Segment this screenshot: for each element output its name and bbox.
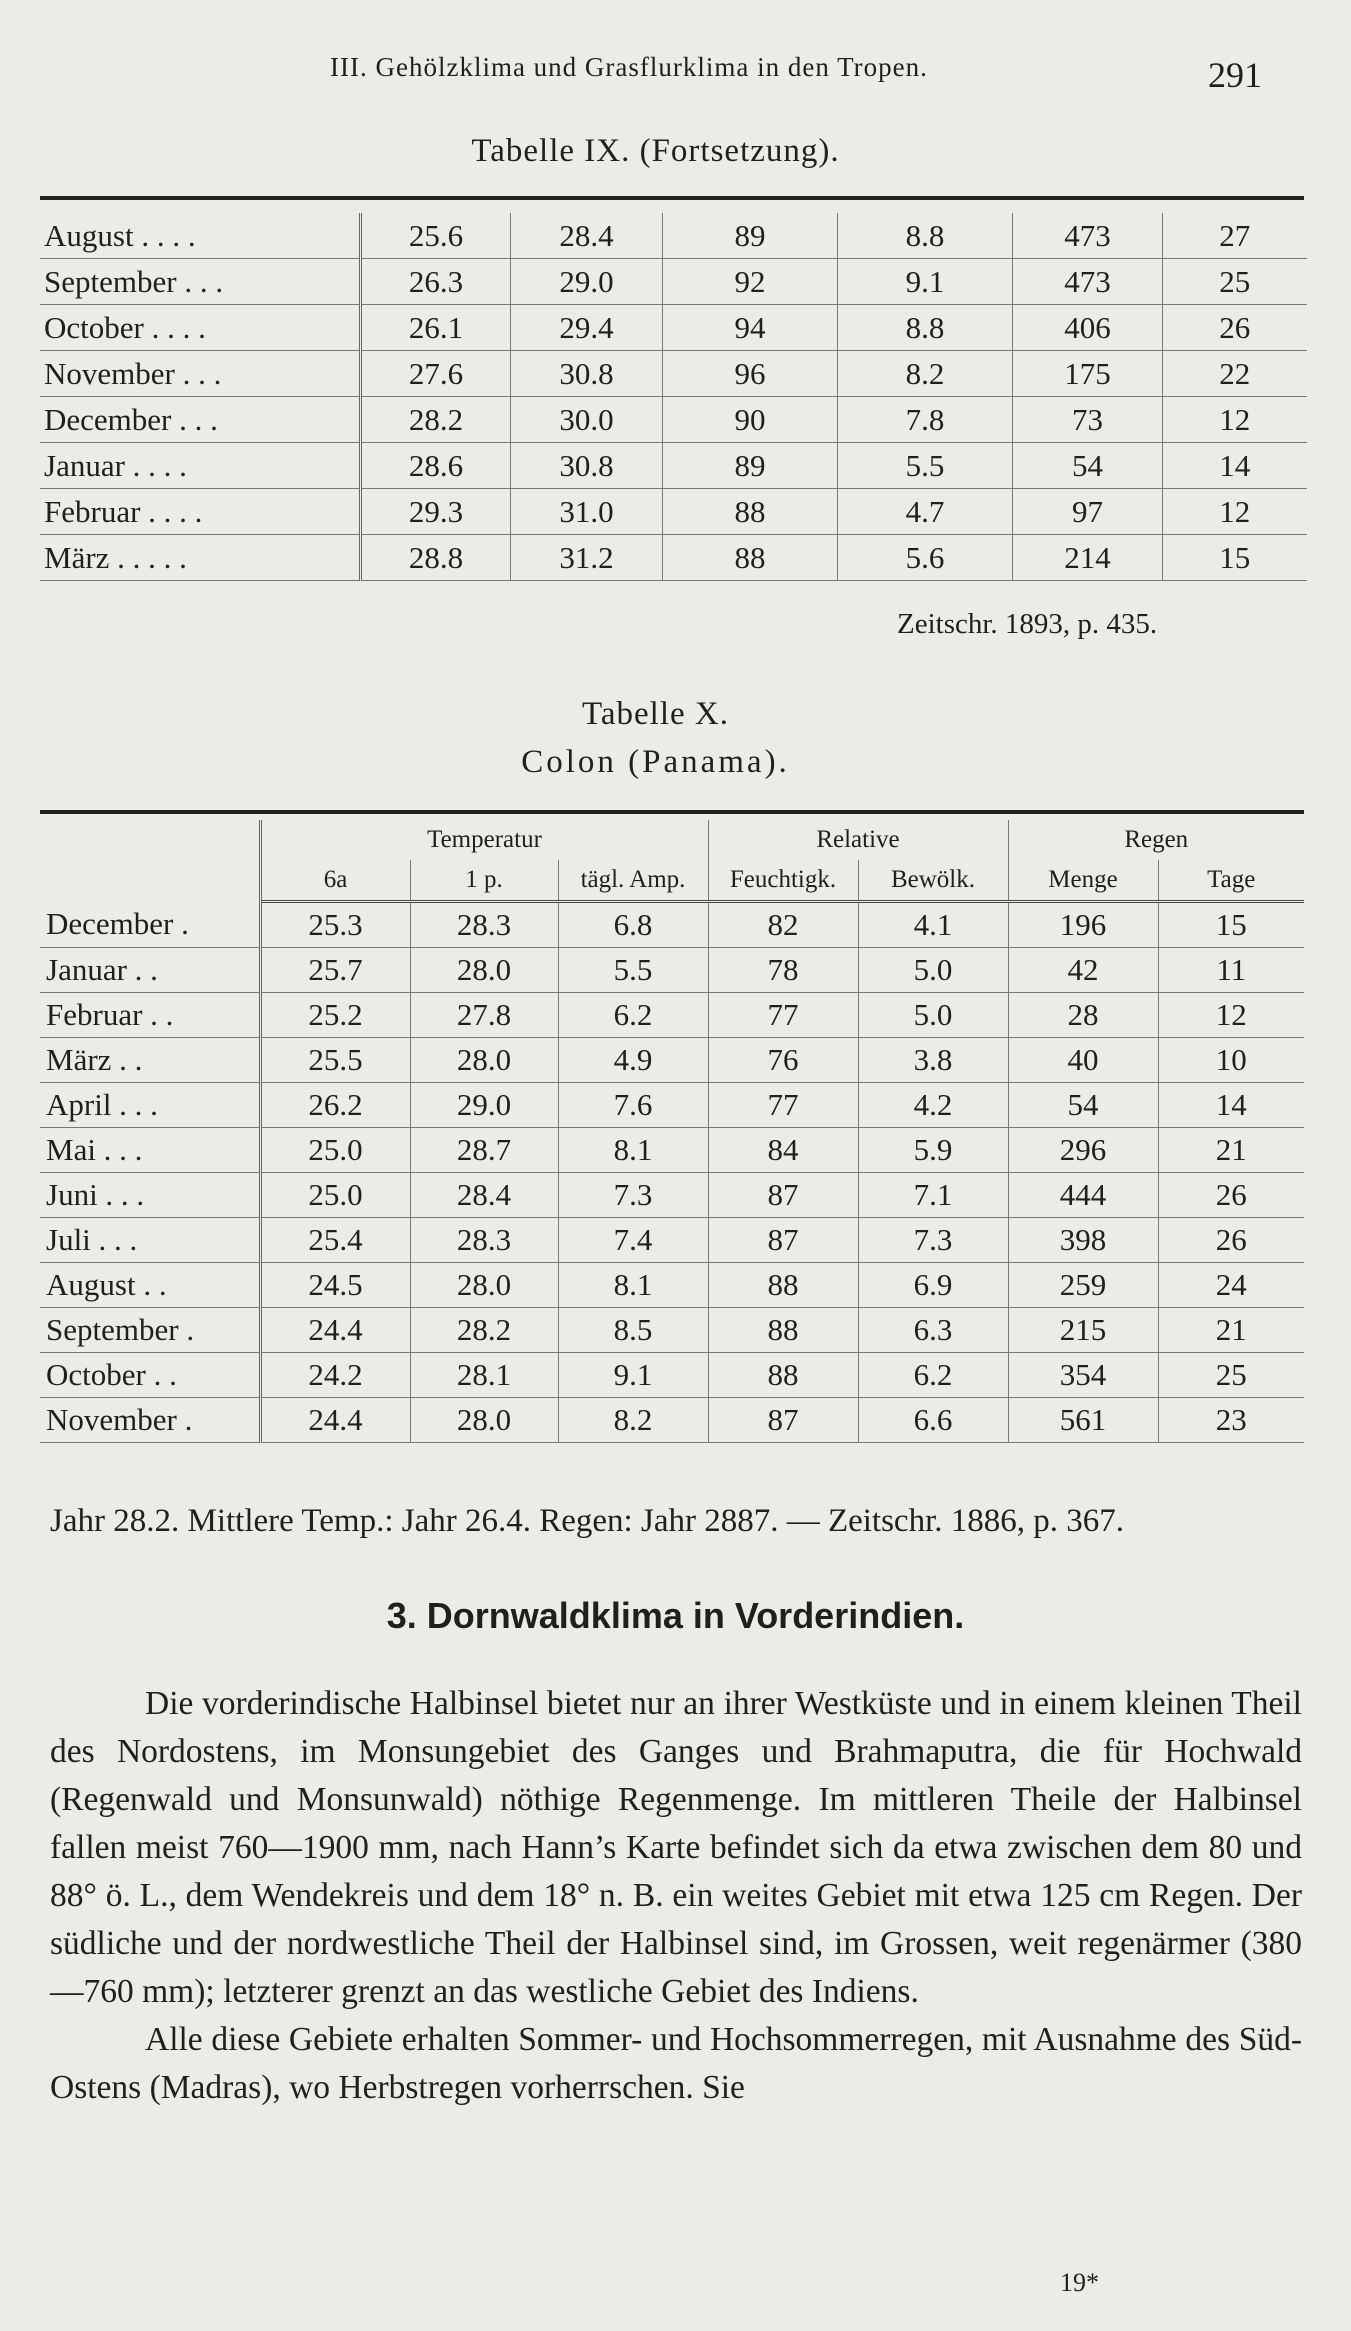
table-cell: 29.3 — [361, 489, 511, 535]
row-label: December . — [40, 902, 260, 948]
table-cell: 8.2 — [838, 351, 1013, 397]
table-cell: 28 — [1008, 993, 1158, 1038]
row-label: November . — [40, 1398, 260, 1443]
table-cell: 42 — [1008, 948, 1158, 993]
table-cell: 8.5 — [558, 1308, 708, 1353]
table-cell: 24.5 — [260, 1263, 410, 1308]
table-cell: 40 — [1008, 1038, 1158, 1083]
table-cell: 444 — [1008, 1173, 1158, 1218]
table-cell: 28.4 — [511, 213, 663, 259]
col-tage: Tage — [1158, 860, 1304, 902]
table-cell: 88 — [708, 1353, 858, 1398]
table10-footnote: Jahr 28.2. Mittlere Temp.: Jahr 26.4. Regen: Jahr 2887. — Zeitschr. 1886, p. 367. — [50, 1503, 1124, 1539]
section-heading: 3. Dornwaldklima in Vorderindien. — [386, 1595, 965, 1636]
col-feuchtigk: Feuchtigk. — [708, 860, 858, 902]
table-row — [40, 1038, 1304, 1083]
table10-location: Colon (Panama). — [521, 744, 790, 780]
table10-corner — [40, 820, 260, 902]
table-cell: 175 — [1013, 351, 1163, 397]
table-cell: 29.4 — [511, 305, 663, 351]
table9 — [40, 213, 1307, 581]
table-row — [40, 948, 1304, 993]
table-cell: 5.0 — [858, 948, 1008, 993]
table-cell: 14 — [1163, 443, 1307, 489]
table-row — [40, 1083, 1304, 1128]
table-cell: 214 — [1013, 535, 1163, 581]
table-cell: 473 — [1013, 259, 1163, 305]
table-cell: 12 — [1158, 993, 1304, 1038]
table-row — [40, 259, 1307, 305]
table-row — [40, 993, 1304, 1038]
table-row — [40, 489, 1307, 535]
row-label: März . . — [40, 1038, 260, 1083]
col-menge: Menge — [1008, 860, 1158, 902]
table-cell: 5.5 — [558, 948, 708, 993]
table-cell: 296 — [1008, 1128, 1158, 1173]
table-cell: 28.3 — [410, 1218, 558, 1263]
table-cell: 26.3 — [361, 259, 511, 305]
row-label: October . . — [40, 1353, 260, 1398]
table-cell: 28.4 — [410, 1173, 558, 1218]
table10-caption: Tabelle X. — [582, 696, 729, 732]
table-cell: 28.6 — [361, 443, 511, 489]
table-cell: 28.0 — [410, 1038, 558, 1083]
table-cell: 25.2 — [260, 993, 410, 1038]
table-cell: 87 — [708, 1218, 858, 1263]
table-cell: 15 — [1163, 535, 1307, 581]
table-row — [40, 1173, 1304, 1218]
row-label: August . . — [40, 1263, 260, 1308]
group-temperatur: Temperatur — [260, 820, 708, 860]
running-header: III. Gehölzklima und Grasflurklima in den Tropen. — [330, 52, 928, 82]
table-cell: 25.7 — [260, 948, 410, 993]
table-cell: 473 — [1013, 213, 1163, 259]
table-cell: 26.1 — [361, 305, 511, 351]
table-row — [40, 902, 1304, 948]
table-cell: 8.8 — [838, 305, 1013, 351]
table-cell: 29.0 — [410, 1083, 558, 1128]
table-cell: 8.1 — [558, 1263, 708, 1308]
table-cell: 215 — [1008, 1308, 1158, 1353]
col-taegl-amp: tägl. Amp. — [558, 860, 708, 902]
table-cell: 25.0 — [260, 1128, 410, 1173]
table-cell: 25.6 — [361, 213, 511, 259]
signature-mark: 19* — [1060, 2268, 1099, 2297]
table-cell: 27.6 — [361, 351, 511, 397]
table-cell: 31.0 — [511, 489, 663, 535]
table-cell: 28.0 — [410, 1263, 558, 1308]
table-cell: 97 — [1013, 489, 1163, 535]
table-cell: 8.8 — [838, 213, 1013, 259]
row-label: Mai . . . — [40, 1128, 260, 1173]
table-cell: 5.6 — [838, 535, 1013, 581]
row-label: Februar . . — [40, 993, 260, 1038]
row-label: Juli . . . — [40, 1218, 260, 1263]
table-cell: 21 — [1158, 1308, 1304, 1353]
table-cell: 28.2 — [410, 1308, 558, 1353]
table-cell: 87 — [708, 1173, 858, 1218]
table-cell: 28.8 — [361, 535, 511, 581]
table-row — [40, 1263, 1304, 1308]
table-cell: 88 — [708, 1263, 858, 1308]
table-cell: 14 — [1158, 1083, 1304, 1128]
table-cell: 5.0 — [858, 993, 1008, 1038]
table-cell: 27 — [1163, 213, 1307, 259]
table-cell: 25.5 — [260, 1038, 410, 1083]
row-label: November . . . — [40, 351, 361, 397]
table-cell: 96 — [663, 351, 838, 397]
table-cell: 24 — [1158, 1263, 1304, 1308]
page-number: 291 — [1208, 55, 1262, 95]
table-cell: 84 — [708, 1128, 858, 1173]
table-cell: 88 — [708, 1308, 858, 1353]
table-cell: 82 — [708, 902, 858, 948]
table-cell: 354 — [1008, 1353, 1158, 1398]
table-cell: 259 — [1008, 1263, 1158, 1308]
col-6a: 6a — [260, 860, 410, 902]
paragraph: Die vorderindische Halbinsel bietet nur an ihrer Westküste und in einem kleinen Theil des Nordostens, im Monsungebiet des Ganges und Brahmaputra, die für Hochwald (Regenwald und Monsunwald) nöthige Regenmenge. Im mittleren Theile der Halbinsel fallen meist 760—1900 mm, nach Hann’s Karte befindet sich da etwa zwischen dem 80 und 88° ö. L., dem Wendekreis und dem 18° n. B. ein weites Gebiet mit etwa 125 cm Regen. Der südliche und der nordwestliche Theil der Halbinsel sind, im Grossen, weit regenärmer (380—760 mm); letzterer grenzt an das westliche Gebiet des Indiens. — [50, 1685, 1302, 2010]
table-cell: 30.0 — [511, 397, 663, 443]
table-cell: 11 — [1158, 948, 1304, 993]
table10-body — [40, 902, 1304, 1443]
row-label: Juni . . . — [40, 1173, 260, 1218]
table-cell: 87 — [708, 1398, 858, 1443]
table-cell: 27.8 — [410, 993, 558, 1038]
row-label: September . . . — [40, 259, 361, 305]
table-row — [40, 1353, 1304, 1398]
table-cell: 7.1 — [858, 1173, 1008, 1218]
table-cell: 88 — [663, 535, 838, 581]
table-cell: 94 — [663, 305, 838, 351]
table-row — [40, 1218, 1304, 1263]
table-cell: 26.2 — [260, 1083, 410, 1128]
table-cell: 7.3 — [558, 1173, 708, 1218]
table-cell: 9.1 — [838, 259, 1013, 305]
table-cell: 6.3 — [858, 1308, 1008, 1353]
table-cell: 28.1 — [410, 1353, 558, 1398]
table-cell: 9.1 — [558, 1353, 708, 1398]
table-cell: 30.8 — [511, 351, 663, 397]
table-row — [40, 1128, 1304, 1173]
row-label: April . . . — [40, 1083, 260, 1128]
table-cell: 92 — [663, 259, 838, 305]
table9-body — [40, 213, 1307, 581]
table-row — [40, 1398, 1304, 1443]
group-regen: Regen — [1124, 826, 1189, 853]
table-cell: 77 — [708, 1083, 858, 1128]
table-cell: 25.0 — [260, 1173, 410, 1218]
table-cell: 8.1 — [558, 1128, 708, 1173]
table-cell: 54 — [1013, 443, 1163, 489]
table-cell: 561 — [1008, 1398, 1158, 1443]
table9-caption: Tabelle IX. (Fortsetzung). — [471, 133, 840, 169]
row-label: Februar . . . . — [40, 489, 361, 535]
col-bewoelk: Bewölk. — [858, 860, 1008, 902]
table-cell: 54 — [1008, 1083, 1158, 1128]
table-cell: 6.2 — [558, 993, 708, 1038]
table-cell: 7.6 — [558, 1083, 708, 1128]
table-cell: 398 — [1008, 1218, 1158, 1263]
row-label: März . . . . . — [40, 535, 361, 581]
table-cell: 76 — [708, 1038, 858, 1083]
table-cell: 22 — [1163, 351, 1307, 397]
table9-top-rule — [40, 196, 1304, 200]
table9-source: Zeitschr. 1893, p. 435. — [897, 608, 1158, 640]
table-cell: 3.8 — [858, 1038, 1008, 1083]
table-cell: 21 — [1158, 1128, 1304, 1173]
table-cell: 7.8 — [838, 397, 1013, 443]
table-cell: 6.6 — [858, 1398, 1008, 1443]
table-cell: 28.7 — [410, 1128, 558, 1173]
table-cell: 73 — [1013, 397, 1163, 443]
table-row — [40, 351, 1307, 397]
table-cell: 4.7 — [838, 489, 1013, 535]
table-cell: 7.4 — [558, 1218, 708, 1263]
table-cell: 89 — [663, 213, 838, 259]
table-cell: 10 — [1158, 1038, 1304, 1083]
col-1p: 1 p. — [410, 860, 558, 902]
table-cell: 25 — [1158, 1353, 1304, 1398]
table-cell: 89 — [663, 443, 838, 489]
table-cell: 196 — [1008, 902, 1158, 948]
table-row — [40, 305, 1307, 351]
table-cell: 28.0 — [410, 1398, 558, 1443]
table-row — [40, 1308, 1304, 1353]
table-cell: 24.4 — [260, 1308, 410, 1353]
group-relative: Relative — [708, 820, 1008, 860]
table-cell: 78 — [708, 948, 858, 993]
table-cell: 4.9 — [558, 1038, 708, 1083]
table-cell: 24.4 — [260, 1398, 410, 1443]
table-cell: 25.3 — [260, 902, 410, 948]
row-label: October . . . . — [40, 305, 361, 351]
table10-top-rule — [40, 810, 1304, 814]
table-cell: 28.3 — [410, 902, 558, 948]
table-cell: 25.4 — [260, 1218, 410, 1263]
table-row — [40, 397, 1307, 443]
table-cell: 6.9 — [858, 1263, 1008, 1308]
table-cell: 29.0 — [511, 259, 663, 305]
table-cell: 6.8 — [558, 902, 708, 948]
body-text — [50, 1680, 1302, 2112]
row-label: December . . . — [40, 397, 361, 443]
table10-group-header — [40, 820, 1304, 860]
table-row — [40, 213, 1307, 259]
table-row — [40, 535, 1307, 581]
table-cell: 7.3 — [858, 1218, 1008, 1263]
table-cell: 4.1 — [858, 902, 1008, 948]
table-cell: 26 — [1163, 305, 1307, 351]
table10 — [40, 820, 1304, 1443]
table-cell: 12 — [1163, 489, 1307, 535]
table-cell: 24.2 — [260, 1353, 410, 1398]
table-cell: 26 — [1158, 1173, 1304, 1218]
table-cell: 23 — [1158, 1398, 1304, 1443]
table-cell: 5.9 — [858, 1128, 1008, 1173]
table-cell: 28.2 — [361, 397, 511, 443]
table-cell: 28.0 — [410, 948, 558, 993]
row-label: Januar . . — [40, 948, 260, 993]
table-row — [40, 443, 1307, 489]
table-cell: 8.2 — [558, 1398, 708, 1443]
table-cell: 15 — [1158, 902, 1304, 948]
table-cell: 406 — [1013, 305, 1163, 351]
table-cell: 25 — [1163, 259, 1307, 305]
row-label: September . — [40, 1308, 260, 1353]
row-label: August . . . . — [40, 213, 361, 259]
table-cell: 90 — [663, 397, 838, 443]
table-cell: 5.5 — [838, 443, 1013, 489]
table-cell: 31.2 — [511, 535, 663, 581]
paragraph: Alle diese Gebiete erhalten Sommer- und Hochsommerregen, mit Ausnahme des Süd-Ostens (Madras), wo Herbstregen vorherrschen. Sie — [50, 2021, 1302, 2106]
table-cell: 6.2 — [858, 1353, 1008, 1398]
table-cell: 77 — [708, 993, 858, 1038]
table-cell: 88 — [663, 489, 838, 535]
table-cell: 30.8 — [511, 443, 663, 489]
table-cell: 12 — [1163, 397, 1307, 443]
row-label: Januar . . . . — [40, 443, 361, 489]
table-cell: 26 — [1158, 1218, 1304, 1263]
table-cell: 4.2 — [858, 1083, 1008, 1128]
